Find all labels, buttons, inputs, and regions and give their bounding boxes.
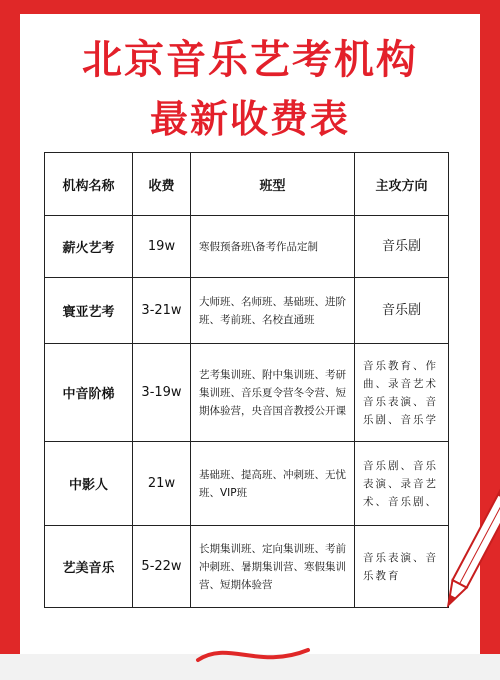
ink-scribble [188, 630, 318, 680]
table-row [45, 526, 449, 608]
fee-value: 3-19w [133, 344, 191, 442]
class-types: 艺考集训班、附中集训班、考研集训班、音乐夏令营冬令营、短期体验营，央音国音教授公开课 [191, 344, 355, 442]
direction: 音乐表演、音乐教育 [355, 526, 449, 608]
class-types: 基础班、提高班、冲刺班、无忧班、VIP班 [191, 442, 355, 526]
table-row [45, 278, 449, 344]
header-direction: 主攻方向 [355, 153, 449, 216]
direction: 音乐剧 [355, 216, 449, 278]
table-row [45, 442, 449, 526]
institution-name: 中音阶梯 [45, 344, 133, 442]
table-row [45, 344, 449, 442]
institution-name: 艺美音乐 [45, 526, 133, 608]
institution-name: 中影人 [45, 442, 133, 526]
class-types: 大师班、名师班、基础班、进阶班、考前班、名校直通班 [191, 278, 355, 344]
class-types: 寒假预备班\备考作品定制 [191, 216, 355, 278]
title-line-2: 最新收费表 [149, 97, 350, 141]
direction: 音乐教育、作曲、录音艺术音乐表演、音乐剧、音乐学 [355, 344, 449, 442]
class-types: 长期集训班、定向集训班、考前冲刺班、暑期集训营、寒假集训营、短期体验营 [191, 526, 355, 608]
direction: 音乐剧 [355, 278, 449, 344]
pen-icon [446, 478, 500, 628]
title-line-1: 北京音乐艺考机构 [82, 37, 418, 83]
fee-table [44, 152, 449, 608]
header-class-type: 班型 [191, 153, 355, 216]
institution-name: 寰亚艺考 [45, 278, 133, 344]
fee-value: 3-21w [133, 278, 191, 344]
institution-name: 薪火艺考 [45, 216, 133, 278]
header-row [45, 153, 449, 216]
fee-value: 19w [133, 216, 191, 278]
direction: 音乐剧、音乐表演、录音艺术、音乐剧、 [355, 442, 449, 526]
fee-value: 5-22w [133, 526, 191, 608]
header-fee: 收费 [133, 153, 191, 216]
header-institution: 机构名称 [45, 153, 133, 216]
fee-value: 21w [133, 442, 191, 526]
table-row [45, 216, 449, 278]
